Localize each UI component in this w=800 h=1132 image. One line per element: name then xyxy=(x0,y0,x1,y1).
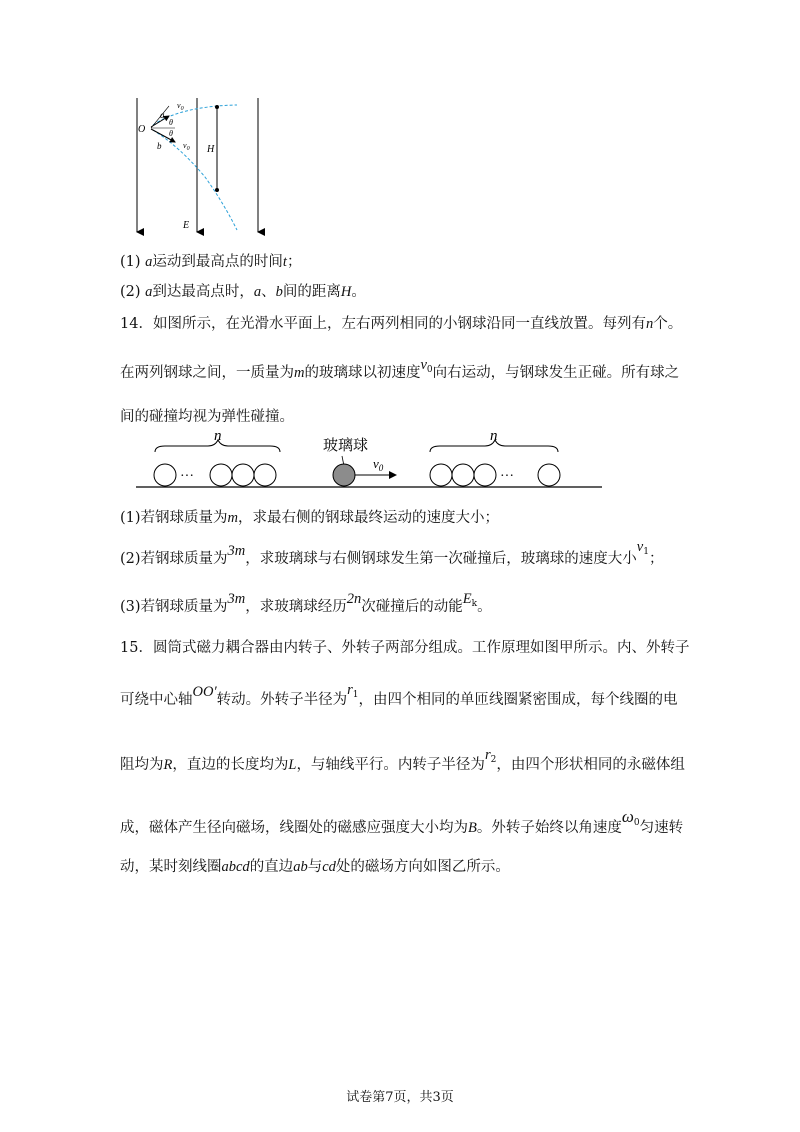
q14-line3: 间的碰撞均视为弹性碰撞。 xyxy=(120,409,294,425)
label-v0: $v_0$ xyxy=(373,456,384,473)
dots-right: ··· xyxy=(500,469,514,484)
q14-balls-figure xyxy=(130,428,610,494)
steel-ball-right-3 xyxy=(474,464,496,486)
page-footer: 试卷第7页，共3页 xyxy=(346,1090,454,1105)
q15-line4: 成，磁体产生径向磁场，线圈处的磁感应强度大小均为B。外转子始终以角速度$\omega_0$匀速转 xyxy=(120,807,684,836)
steel-ball-left-1 xyxy=(154,464,176,486)
q13-field-figure xyxy=(125,92,275,242)
q14-number: 14． xyxy=(120,316,153,332)
label-theta-top: θ xyxy=(169,118,173,127)
label-glass-ball: 玻璃球 xyxy=(323,438,369,454)
q15-number: 15． xyxy=(120,640,153,656)
q14-line2: 在两列钢球之间，一质量为m的玻璃球以初速度$v_0$向右运动，与钢球发生正碰。所有球之 xyxy=(120,357,680,381)
steel-ball-right-2 xyxy=(452,464,474,486)
trajectory-a xyxy=(153,105,237,125)
q15-line3: 阻均为R，直边的长度均为L，与轴线平行。内转子半径为$r_2$，由四个形状相同的永磁体组 xyxy=(120,747,685,773)
steel-ball-right-4 xyxy=(538,464,560,486)
q14-line1: 14．如图所示，在光滑水平面上，左右两列相同的小钢球沿同一直线放置。每列有n个。 xyxy=(120,316,683,332)
dots-left: ··· xyxy=(180,469,194,484)
label-H: H xyxy=(207,144,215,155)
q15-line2: 可绕中心轴OO′转动。外转子半径为$r_1$，由四个相同的单匝线圈紧密围成，每个线圈的电 xyxy=(120,682,678,708)
label-O: O xyxy=(138,124,146,135)
label-v0-bottom: $v_0$ xyxy=(183,141,190,152)
trajectory-b xyxy=(153,130,237,230)
q15-line5: 动，某时刻线圈abcd的直边ab与cd处的磁场方向如图乙所示。 xyxy=(120,859,510,875)
q13-part1: (1) a运动到最高点的时间t； xyxy=(120,254,302,270)
steel-ball-left-4 xyxy=(254,464,276,486)
label-theta-bottom: θ xyxy=(169,129,173,138)
steel-ball-right-1 xyxy=(430,464,452,486)
glass-ball xyxy=(333,464,355,486)
q14-part1: (1)若钢球质量为m，求最右侧的钢球最终运动的速度大小； xyxy=(120,510,500,526)
label-a: a xyxy=(160,110,165,120)
label-v0-top: $v_0$ xyxy=(177,101,184,112)
steel-ball-left-3 xyxy=(232,464,254,486)
steel-ball-left-2 xyxy=(210,464,232,486)
q15-line1: 15．圆筒式磁力耦合器由内转子、外转子两部分组成。工作原理如图甲所示。内、外转子 xyxy=(120,640,690,656)
q13-part2: (2) a到达最高点时，a、b间的距离H。 xyxy=(120,284,366,300)
label-E: E xyxy=(183,220,190,231)
label-n-right: n xyxy=(490,428,498,444)
q14-part3: (3)若钢球质量为3m，求玻璃球经历2n次碰撞后的动能$E_k$。 xyxy=(120,591,492,615)
q14-part2: (2)若钢球质量为3m，求玻璃球与右侧钢球发生第一次碰撞后，玻璃球的速度大小$v_1$； xyxy=(120,539,664,567)
label-b: b xyxy=(157,141,162,151)
label-n-left: n xyxy=(214,428,222,444)
